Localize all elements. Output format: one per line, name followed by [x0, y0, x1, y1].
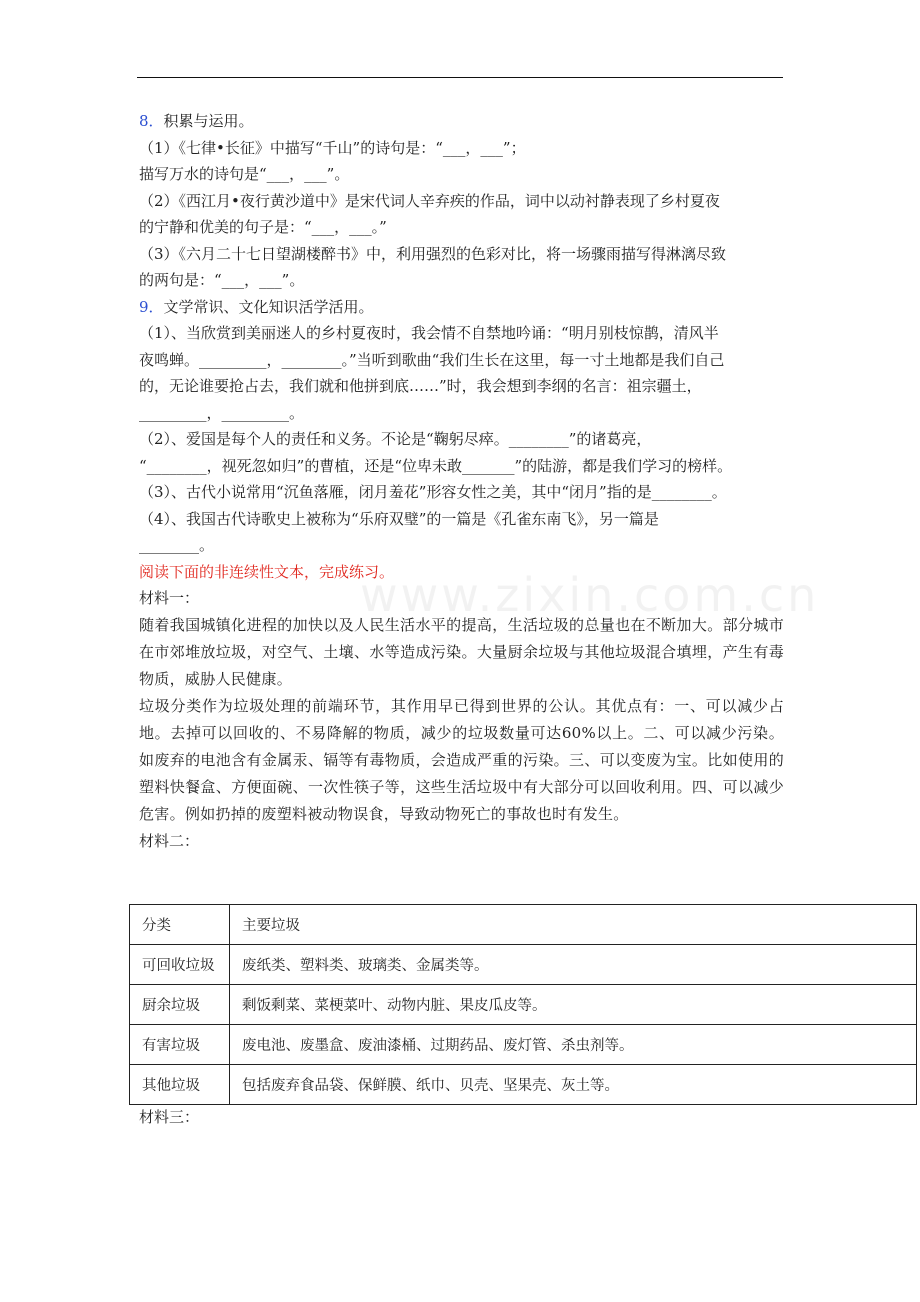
q9-line-3: 的，无论谁要抢占去，我们就和他拼到底……”时，我会想到李纲的名言：祖宗疆土，: [139, 377, 702, 395]
q9-heading: [139, 294, 784, 321]
table-cell-category: 其他垃圾: [130, 1065, 230, 1105]
table-cell-items: 废纸类、塑料类、玻璃类、金属类等。: [230, 945, 917, 985]
q9-title: 文学常识、文化知识活学活用。: [163, 297, 374, 316]
table-row: [130, 945, 917, 985]
q8-number: 8．: [139, 112, 164, 130]
q9-line-1: （1）、当欣赏到美丽迷人的乡村夏夜时，我会情不自禁地吟诵：“明月别枝惊鹊，清风半: [139, 324, 719, 342]
reading-instruction: 阅读下面的非连续性文本，完成练习。: [139, 562, 395, 581]
q8-line-3: （2）《西江月•夜行黄沙道中》是宋代词人辛弃疾的作品，词中以动衬静表现了乡村夏夜: [139, 191, 720, 210]
q9-line-7: （3）、古代小说常用“沉鱼落雁，闭月羞花”形容女性之美，其中“闭月”指的是________。: [139, 483, 727, 501]
q8-title: 积累与运用。: [163, 112, 254, 130]
table-cell-items: 废电池、废墨盒、废油漆桶、过期药品、废灯管、杀虫剂等。: [230, 1025, 917, 1065]
table-row: [130, 1065, 917, 1105]
q8-line-5: （3）《六月二十七日望湖楼醉书》中，利用强烈的色彩对比，将一场骤雨描写得淋漓尽致: [139, 244, 727, 263]
q9-line-5: （2）、爱国是每个人的责任和义务。不论是“鞠躬尽瘁。________”的诸葛亮，: [139, 430, 652, 448]
table-header-cell: 主要垃圾: [230, 905, 917, 945]
material-3-label: 材料三：: [139, 1108, 200, 1126]
material-1-paragraph-1: 随着我国城镇化进程的加快以及人民生活水平的提高，生活垃圾的总量也在不断加大。部分城市在市郊堆放垃圾，对空气、土壤、水等造成污染。大量厨余垃圾与其他垃圾混合填埋，产生有毒物质，威胁人民健康。: [139, 615, 784, 688]
q9-line-6: “________，视死忽如归”的曹植，还是“位卑未敢_______”的陆游，都是我们学习的榜样。: [139, 456, 733, 475]
q9-line-2: 夜鸣蝉。_________，________。”当听到歌曲“我们生长在这里，每一寸土地都是我们自己: [139, 350, 725, 369]
table-cell-category: 有害垃圾: [130, 1025, 230, 1065]
q8-line-6: 的两句是：“___，___”。: [139, 271, 305, 289]
table-row: [130, 1025, 917, 1065]
q8-heading: [139, 108, 784, 135]
q8-line-1: （1）《七律•长征》中描写“千山”的诗句是：“___，___”；: [139, 138, 526, 157]
q8-line-4: 的宁静和优美的句子是：“___，___。”: [139, 218, 387, 236]
q9-line-8: （4）、我国古代诗歌史上被称为“乐府双璧”的一篇是《孔雀东南飞》，另一篇是: [139, 509, 659, 528]
watermark: www.zixin.com.cn: [360, 568, 820, 622]
table-header-row: [130, 905, 917, 945]
table-cell-category: 可回收垃圾: [130, 945, 230, 985]
table-cell-items: 剩饭剩菜、菜梗菜叶、动物内脏、果皮瓜皮等。: [230, 985, 917, 1025]
waste-classification-table: [129, 904, 917, 1105]
q8-line-2: 描写万水的诗句是“___，___”。: [139, 165, 350, 183]
material-1-label: 材料一：: [139, 589, 200, 607]
table-cell-category: 厨余垃圾: [130, 985, 230, 1025]
header-rule: [137, 77, 783, 78]
table-cell-items: 包括废弃食品袋、保鲜膜、纸巾、贝壳、坚果壳、灰土等。: [230, 1065, 917, 1105]
material-2-label: 材料二：: [139, 831, 200, 850]
table-row: [130, 985, 917, 1025]
q9-line-4: _________，_________。: [139, 403, 305, 422]
material-1-paragraph-2: 垃圾分类作为垃圾处理的前端环节，其作用早已得到世界的公认。其优点有：一、可以减少占地。去掉可以回收的、不易降解的物质，减少的垃圾数量可达60%以上。二、可以减少污染。如废弃的电池含有金属汞、镉等有毒物质，会造成严重的污染。三、可以变废为宝。比如使用的塑料快餐盒、方便面碗、一次性筷子等，这些生活垃圾中有大部分可以回收利用。四、可以减少危害。例如扔掉的废塑料被动物误食，导致动物死亡的事故也时有发生。: [139, 696, 784, 823]
table-header-cell: 分类: [130, 905, 230, 945]
document-body: [139, 108, 784, 854]
q9-number: 9．: [139, 297, 164, 316]
q9-line-9: ________。: [139, 536, 215, 554]
